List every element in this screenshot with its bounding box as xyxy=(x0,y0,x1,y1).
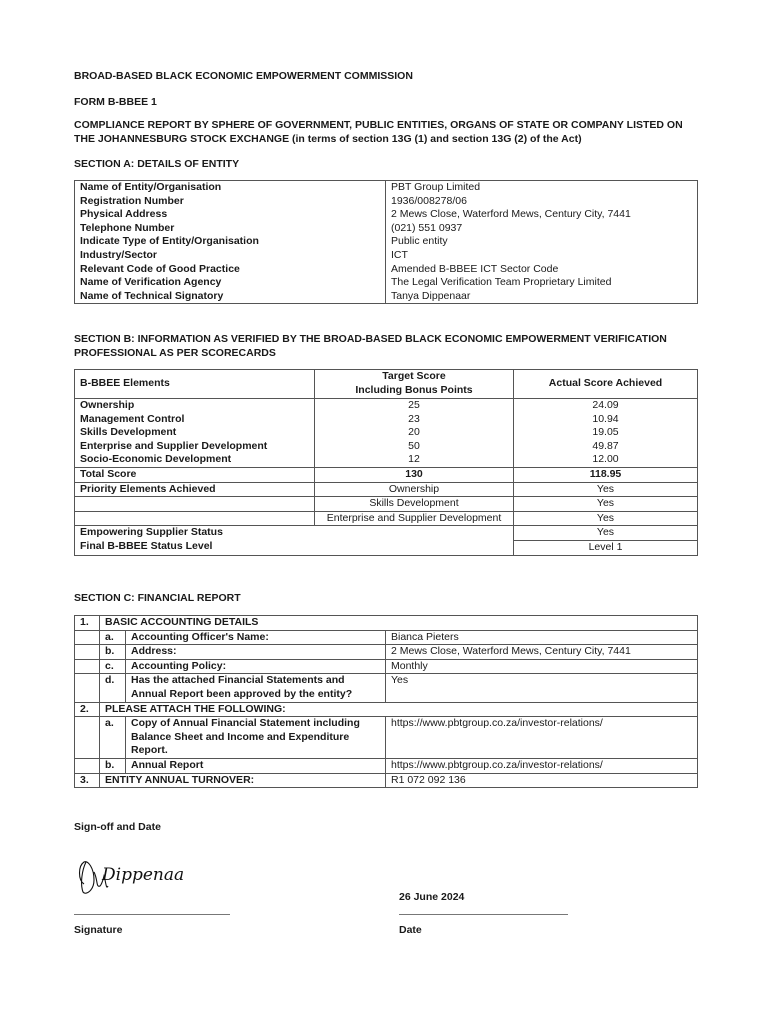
entity-row-value: Amended B-BBEE ICT Sector Code xyxy=(386,263,698,277)
financial-subitem-label: Address: xyxy=(126,645,386,660)
scorecard-element: Skills Development xyxy=(75,426,315,440)
financial-subitem-value: Yes xyxy=(386,674,698,702)
section-b-title: SECTION B: INFORMATION AS VERIFIED BY THE BROAD-BASED BLACK ECONOMIC EMPOWERMENT VERIFICATION PROFESSIONAL AS PER SCORECARDS xyxy=(74,333,667,359)
financial-subitem-letter: a. xyxy=(100,717,126,759)
entity-row-value: 1936/008278/06 xyxy=(386,195,698,209)
entity-row-value: The Legal Verification Team Proprietary Limited xyxy=(386,276,698,290)
financial-subitem-label: Annual Report xyxy=(126,758,386,773)
col-header-target-line1: Target Score xyxy=(382,370,446,383)
scorecard-row xyxy=(75,426,698,440)
entity-row-label: Registration Number xyxy=(75,195,386,209)
basic-accounting-heading: BASIC ACCOUNTING DETAILS xyxy=(100,616,698,631)
empowering-value: Yes xyxy=(514,526,698,541)
scorecard-actual: 10.94 xyxy=(514,413,698,427)
financial-subitem-row xyxy=(75,645,698,660)
col-header-elements: B-BBEE Elements xyxy=(75,370,315,399)
financial-indent-cell xyxy=(75,659,100,674)
turnover-value: R1 072 092 136 xyxy=(386,773,698,788)
scorecard-actual: 12.00 xyxy=(514,453,698,467)
scorecard-element: Management Control xyxy=(75,413,315,427)
date-value: 26 June 2024 xyxy=(399,891,465,903)
financial-subitem-label: Accounting Policy: xyxy=(126,659,386,674)
entity-row xyxy=(75,195,698,209)
col-header-actual: Actual Score Achieved xyxy=(514,370,698,399)
section-a-title: SECTION A: DETAILS OF ENTITY xyxy=(74,158,240,170)
item-3-number: 3. xyxy=(75,773,100,788)
financial-indent-cell xyxy=(75,630,100,645)
scorecard-table xyxy=(74,369,698,556)
priority-row xyxy=(75,511,698,526)
financial-subitem-letter: b. xyxy=(100,645,126,660)
signature-text: Dippenaar xyxy=(102,865,184,885)
financial-subitem-letter: c. xyxy=(100,659,126,674)
priority-label-cell xyxy=(75,511,315,526)
financial-indent-cell xyxy=(75,717,100,759)
scorecard-element: Enterprise and Supplier Development xyxy=(75,440,315,454)
scorecard-row xyxy=(75,453,698,467)
scorecard-target: 23 xyxy=(315,413,514,427)
priority-element: Skills Development xyxy=(315,497,514,512)
entity-row xyxy=(75,208,698,222)
entity-row-label: Name of Technical Signatory xyxy=(75,290,386,304)
entity-row xyxy=(75,235,698,249)
entity-row-label: Indicate Type of Entity/Organisation xyxy=(75,235,386,249)
signoff-title: Sign-off and Date xyxy=(74,821,161,833)
financial-subitem-value: https://www.pbtgroup.co.za/investor-relations/ xyxy=(386,758,698,773)
scorecard-target: 20 xyxy=(315,426,514,440)
priority-achieved: Yes xyxy=(514,511,698,526)
entity-row xyxy=(75,181,698,195)
entity-row-label: Name of Entity/Organisation xyxy=(75,181,386,195)
level-label: Final B-BBEE Status Level xyxy=(75,540,514,555)
entity-row-label: Name of Verification Agency xyxy=(75,276,386,290)
date-label: Date xyxy=(399,924,422,936)
financial-subitem-label: Accounting Officer's Name: xyxy=(126,630,386,645)
financial-subitem-row xyxy=(75,630,698,645)
item-1-number: 1. xyxy=(75,616,100,631)
priority-label-cell xyxy=(75,497,315,512)
financial-subitem-value: https://www.pbtgroup.co.za/investor-relations/ xyxy=(386,717,698,759)
financial-subitem-value: 2 Mews Close, Waterford Mews, Century City, 7441 xyxy=(386,645,698,660)
turnover-label: ENTITY ANNUAL TURNOVER: xyxy=(100,773,386,788)
entity-row-label: Physical Address xyxy=(75,208,386,222)
financial-indent-cell xyxy=(75,674,100,702)
signature-line xyxy=(74,914,230,915)
scorecard-target: 50 xyxy=(315,440,514,454)
scorecard-target: 12 xyxy=(315,453,514,467)
scorecard-row xyxy=(75,413,698,427)
financial-subitem-letter: b. xyxy=(100,758,126,773)
financial-subitem-value: Bianca Pieters xyxy=(386,630,698,645)
financial-subitem-letter: d. xyxy=(100,674,126,702)
entity-details-table xyxy=(74,180,698,304)
financial-subitem-label: Has the attached Financial Statements and Annual Report been approved by the entity? xyxy=(126,674,386,702)
attach-heading: PLEASE ATTACH THE FOLLOWING: xyxy=(100,702,698,717)
priority-achieved: Yes xyxy=(514,497,698,512)
financial-subitem-row xyxy=(75,674,698,702)
col-header-target-line2: Including Bonus Points xyxy=(355,384,473,396)
total-target: 130 xyxy=(315,467,514,482)
financial-subitem-value: Monthly xyxy=(386,659,698,674)
entity-row xyxy=(75,249,698,263)
total-label: Total Score xyxy=(75,467,315,482)
financial-subitem-row xyxy=(75,717,698,759)
entity-row-label: Telephone Number xyxy=(75,222,386,236)
empowering-label: Empowering Supplier Status xyxy=(75,526,514,541)
priority-element: Enterprise and Supplier Development xyxy=(315,511,514,526)
scorecard-actual: 24.09 xyxy=(514,399,698,413)
priority-row xyxy=(75,497,698,512)
entity-row-value: Tanya Dippenaar xyxy=(386,290,698,304)
entity-row-value: (021) 551 0937 xyxy=(386,222,698,236)
total-actual: 118.95 xyxy=(514,467,698,482)
financial-subitem-letter: a. xyxy=(100,630,126,645)
financial-subitem-row xyxy=(75,758,698,773)
financial-table xyxy=(74,615,698,788)
form-number: FORM B-BBEE 1 xyxy=(74,96,157,108)
scorecard-row xyxy=(75,440,698,454)
entity-row-value: PBT Group Limited xyxy=(386,181,698,195)
signature-label: Signature xyxy=(74,924,123,936)
date-line xyxy=(399,914,568,915)
entity-row xyxy=(75,290,698,304)
financial-subitem-label: Copy of Annual Financial Statement including Balance Sheet and Income and Expenditure Report. xyxy=(126,717,386,759)
entity-row xyxy=(75,263,698,277)
entity-row-value: 2 Mews Close, Waterford Mews, Century City, 7441 xyxy=(386,208,698,222)
col-header-target xyxy=(315,370,514,399)
priority-row xyxy=(75,482,698,497)
scorecard-row xyxy=(75,399,698,413)
scorecard-element: Ownership xyxy=(75,399,315,413)
commission-heading: BROAD-BASED BLACK ECONOMIC EMPOWERMENT COMMISSION xyxy=(74,70,413,82)
entity-row-label: Relevant Code of Good Practice xyxy=(75,263,386,277)
priority-label-cell: Priority Elements Achieved xyxy=(75,482,315,497)
entity-row-value: ICT xyxy=(386,249,698,263)
entity-row xyxy=(75,222,698,236)
financial-indent-cell xyxy=(75,758,100,773)
item-2-number: 2. xyxy=(75,702,100,717)
financial-subitem-row xyxy=(75,659,698,674)
level-value: Level 1 xyxy=(514,540,698,555)
scorecard-target: 25 xyxy=(315,399,514,413)
priority-achieved: Yes xyxy=(514,482,698,497)
entity-row-label: Industry/Sector xyxy=(75,249,386,263)
report-title: COMPLIANCE REPORT BY SPHERE OF GOVERNMENT, PUBLIC ENTITIES, ORGANS OF STATE OR COMPANY LISTED ON THE JOHANNESBURG STOCK EXCHANGE (in terms of section 13G (1) and section 13G (2) of the Act) xyxy=(74,119,683,145)
entity-row xyxy=(75,276,698,290)
priority-element: Ownership xyxy=(315,482,514,497)
section-c-title: SECTION C: FINANCIAL REPORT xyxy=(74,592,241,604)
financial-indent-cell xyxy=(75,645,100,660)
scorecard-actual: 49.87 xyxy=(514,440,698,454)
scorecard-element: Socio-Economic Development xyxy=(75,453,315,467)
entity-row-value: Public entity xyxy=(386,235,698,249)
signature-image xyxy=(74,850,184,900)
scorecard-actual: 19.05 xyxy=(514,426,698,440)
